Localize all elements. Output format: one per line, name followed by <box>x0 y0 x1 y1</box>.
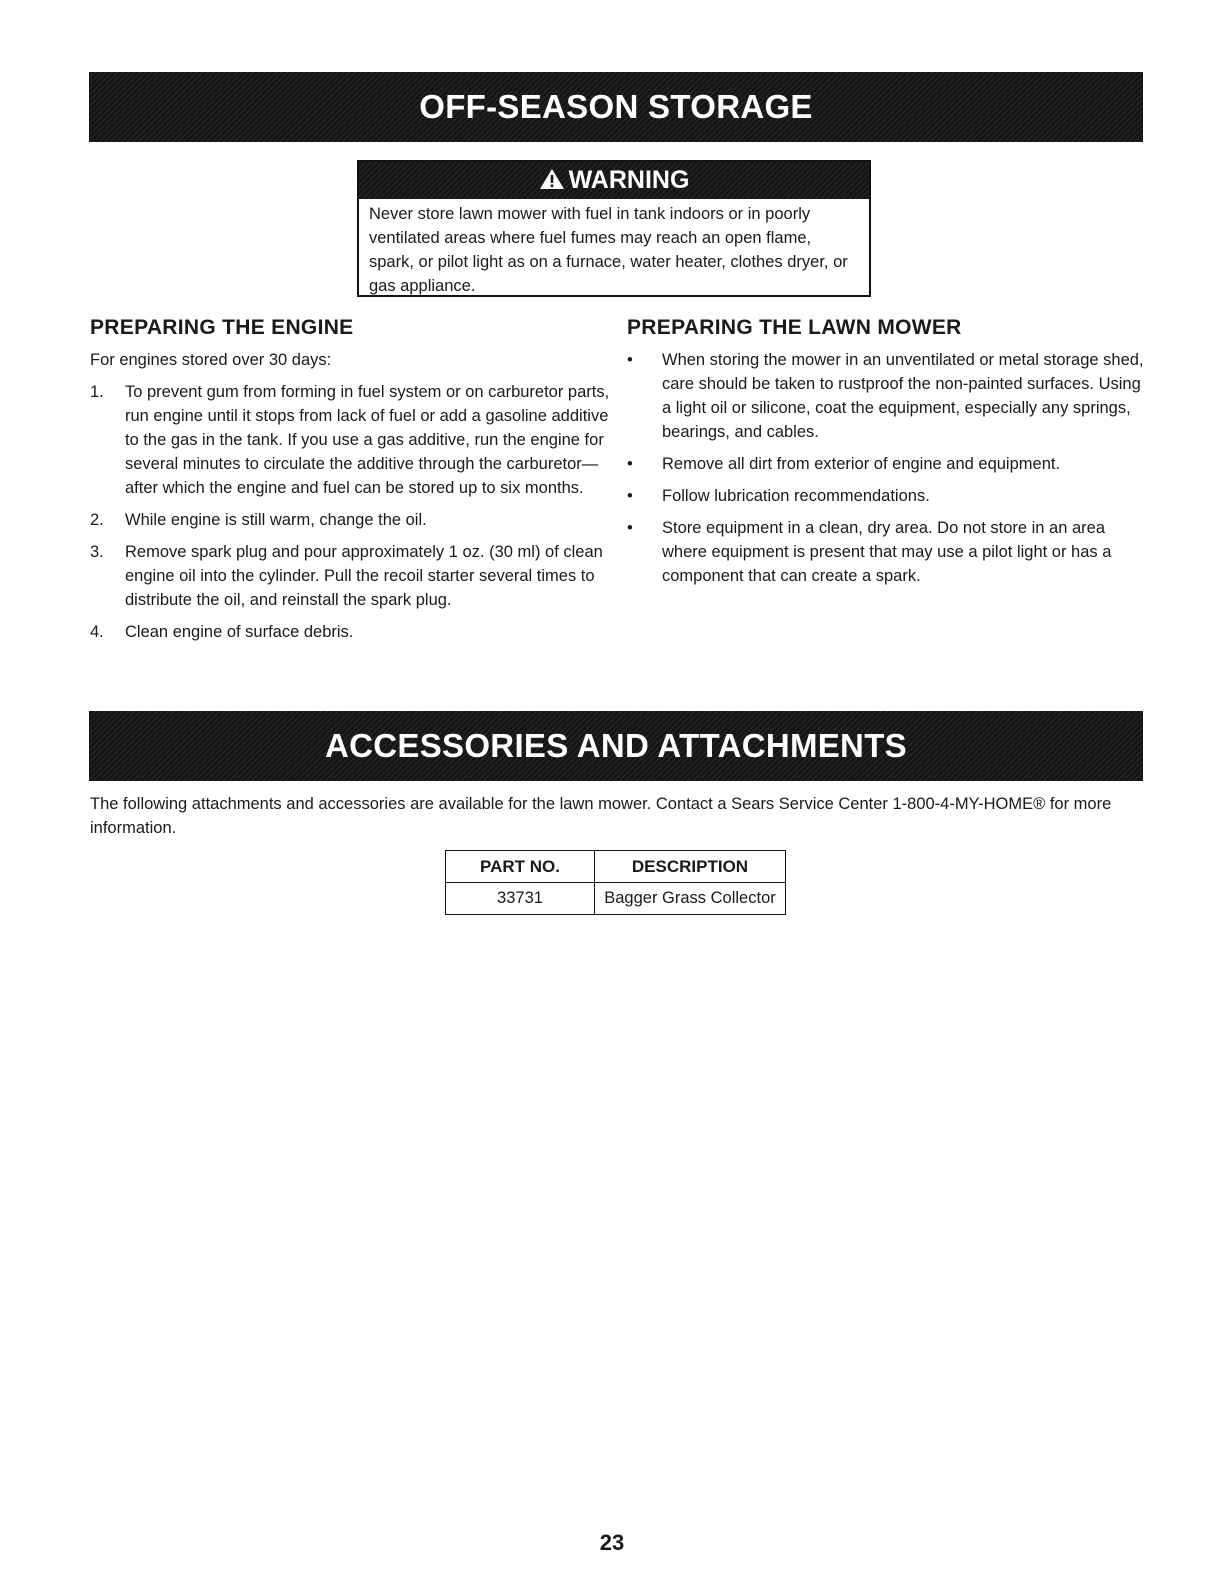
warning-triangle-icon <box>539 164 565 201</box>
warning-title: WARNING <box>568 166 690 194</box>
storage-banner: OFF-SEASON STORAGE <box>89 72 1143 142</box>
step-number: 2. <box>90 511 104 529</box>
engine-heading: PREPARING THE ENGINE <box>90 316 354 339</box>
part-no-cell: 33731 <box>446 883 595 915</box>
list-item <box>627 516 1147 588</box>
list-item <box>90 380 610 500</box>
engine-intro: For engines stored over 30 days: <box>90 351 332 369</box>
step-number: 4. <box>90 623 104 641</box>
bullet-icon: • <box>627 487 633 505</box>
accessories-banner: ACCESSORIES AND ATTACHMENTS <box>89 711 1143 781</box>
list-item <box>90 620 610 644</box>
step-text: Remove spark plug and pour approximately 1 oz. (30 ml) of clean engine oil into the cylinder. Pull the recoil starter several times to distribute the oil, and reinstall the spark plug. <box>125 543 603 609</box>
list-item <box>627 348 1147 444</box>
description-cell: Bagger Grass Collector <box>595 883 786 915</box>
part-no-header: PART NO. <box>446 851 595 883</box>
step-text: While engine is still warm, change the oil. <box>125 511 427 529</box>
list-item <box>90 508 610 532</box>
page-number: 23 <box>599 1530 625 1555</box>
warning-text: Never store lawn mower with fuel in tank indoors or in poorly ventilated areas where fuel fumes may reach an open flame, spark, or pilot light as on a furnace, water heater, clothes dryer, or gas appliance. <box>369 205 848 295</box>
parts-table <box>445 850 786 915</box>
step-number: 3. <box>90 543 104 561</box>
description-header: DESCRIPTION <box>595 851 786 883</box>
list-item <box>627 452 1147 476</box>
warning-header <box>359 162 869 199</box>
bullet-icon: • <box>627 519 633 537</box>
table-header-row <box>446 851 786 883</box>
bullet-icon: • <box>627 455 633 473</box>
table-row <box>446 883 786 915</box>
bullet-icon: • <box>627 351 633 369</box>
accessories-intro: The following attachments and accessories are available for the lawn mower. Contact a Sears Service Center 1-800-4-MY-HOME® for more information. <box>90 795 1112 837</box>
engine-steps-list <box>90 380 610 652</box>
bullet-text: Follow lubrication recommendations. <box>662 487 930 505</box>
mower-heading: PREPARING THE LAWN MOWER <box>627 316 962 339</box>
list-item <box>90 540 610 612</box>
list-item <box>627 484 1147 508</box>
step-number: 1. <box>90 383 104 401</box>
warning-box <box>357 160 871 297</box>
bullet-text: Store equipment in a clean, dry area. Do not store in an area where equipment is present that may use a pilot light or has a component that can create a spark. <box>662 519 1112 585</box>
mower-bullets-list <box>627 348 1147 596</box>
bullet-text: When storing the mower in an unventilated or metal storage shed, care should be taken to rustproof the non-painted surfaces. Using a light oil or silicone, coat the equipment, especially any springs, bearings, and cables. <box>662 351 1144 441</box>
bullet-text: Remove all dirt from exterior of engine and equipment. <box>662 455 1061 473</box>
step-text: Clean engine of surface debris. <box>125 623 354 641</box>
step-text: To prevent gum from forming in fuel system or on carburetor parts, run engine until it stops from lack of fuel or add a gasoline additive to the gas in the tank. If you use a gas additive, run the engine for several minutes to circulate the additive through the carburetor—after which the engine and fuel can be stored up to six months. <box>125 383 610 497</box>
